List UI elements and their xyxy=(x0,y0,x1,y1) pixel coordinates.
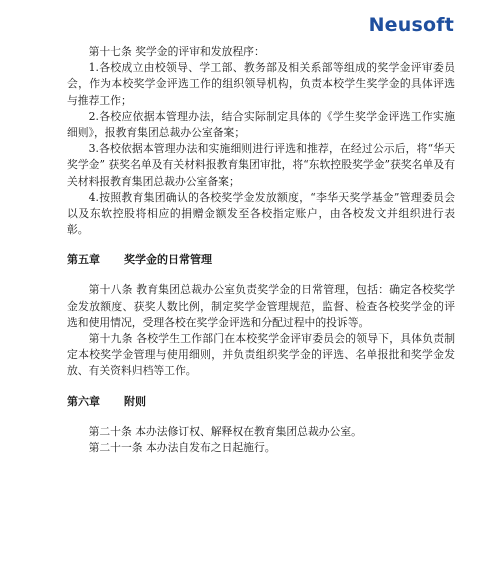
document-body xyxy=(67,44,455,456)
article-17-title: 第十七条 奖学金的评审和发放程序： xyxy=(88,45,265,58)
chapter-5-number: 第五章 xyxy=(67,253,100,267)
article-19: 第十九条 各校学生工作部门在本校奖学金评审委员会的领导下，具体负责制定本校奖学金管理与使用细则，并负责组织奖学金的评选、名单报批和奖学金发放、有关资料归档等工作。 xyxy=(67,332,455,378)
article-18: 第十八条 教育集团总裁办公室负责奖学金的日常管理，包括：确定各校奖学金发放额度、获奖人数比例，制定奖学金管理规范，监督、检查各校奖学金的评选和使用情况，受理各校在奖学金评选和分配过程中的投诉等。 xyxy=(67,283,455,329)
article-17-item-3: 3.各校依据本管理办法和实施细则进行评选和推荐，在经过公示后，将“华天奖学金” 获奖名单及有关材料报教育集团审批，将“东软控股奖学金”获奖名单及有关材料报教育集团总裁办公室备案； xyxy=(67,142,455,188)
article-21: 第二十一条 本办法自发布之日起施行。 xyxy=(88,440,276,454)
chapter-6-title: 附则 xyxy=(124,394,146,408)
chapter-5-heading xyxy=(67,252,455,268)
article-17-item-1: 1.各校成立由校领导、学工部、教务部及相关系部等组成的奖学金评审委员会，作为本校奖学金评选工作的组织领导机构，负责本校学生奖学金的具体评选与推荐工作； xyxy=(67,61,455,107)
chapter-6-heading xyxy=(67,394,455,410)
article-17-item-4: 4.按照教育集团确认的各校奖学金发放额度，“李华天奖学基金”管理委员会以及东软控股将相应的捐赠金额发至各校指定账户，由各校发文并组织进行表彰。 xyxy=(67,190,455,237)
article-17-item-2: 2.各校应依据本管理办法，结合实际制定具体的《学生奖学金评选工作实施细则》，报教育集团总裁办公室备案； xyxy=(67,109,455,140)
chapter-6-number: 第六章 xyxy=(67,394,100,408)
neusoft-logo: Neusoft xyxy=(368,14,454,36)
chapter-5-title: 奖学金的日常管理 xyxy=(124,253,212,267)
article-20: 第二十条 本办法修订权、解释权在教育集团总裁办公室。 xyxy=(88,424,362,438)
